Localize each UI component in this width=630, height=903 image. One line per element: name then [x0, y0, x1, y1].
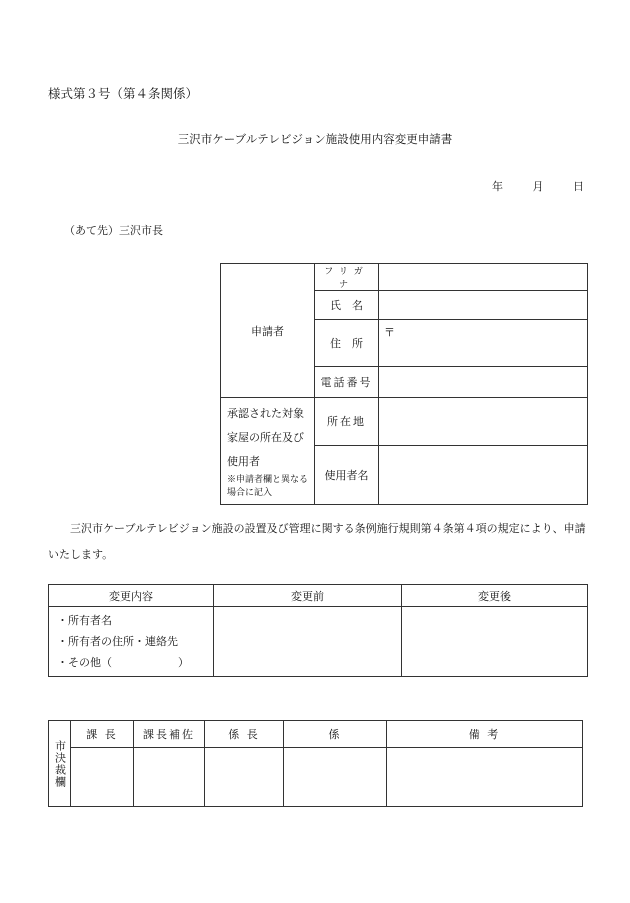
preamble: 三沢市ケーブルテレビジョン施設の設置及び管理に関する条例施行規則第４条第４項の規定により、申請いたします。	[48, 522, 586, 561]
header-section-chief: 課 長	[71, 721, 134, 748]
header-deputy-chief: 課長補佐	[134, 721, 205, 748]
date-year: 年	[492, 180, 503, 193]
name-label: 氏 名	[315, 291, 379, 320]
approval-table	[48, 720, 583, 807]
header-subsection-chief: 係 長	[205, 721, 284, 748]
phone-field[interactable]	[379, 367, 588, 398]
city-approval-label: 市決裁欄	[49, 721, 71, 807]
date-line	[466, 178, 584, 194]
house-label-cell	[221, 398, 315, 505]
change-item-other: ・その他（ ）	[57, 656, 189, 669]
header-change-content: 変更内容	[49, 585, 214, 607]
location-field[interactable]	[379, 398, 588, 446]
postal-mark: 〒	[384, 326, 395, 339]
after-field[interactable]	[402, 607, 588, 677]
header-after: 変更後	[402, 585, 588, 607]
stamp-staff[interactable]	[284, 748, 387, 807]
change-table	[48, 584, 588, 677]
change-items	[49, 607, 214, 677]
stamp-subsection-chief[interactable]	[205, 748, 284, 807]
header-remarks: 備 考	[387, 721, 583, 748]
house-note: ※申請者欄と異なる場合に記入	[227, 475, 309, 498]
addressee: （あて先）三沢市長	[64, 224, 163, 237]
change-item-owner-address: ・所有者の住所・連絡先	[57, 635, 178, 648]
location-label: 所在地	[315, 398, 379, 446]
house-label: 承認された対象家屋の所在及び使用者	[227, 407, 304, 468]
before-field[interactable]	[214, 607, 402, 677]
furigana-label: フリガナ	[315, 264, 379, 291]
address-field[interactable]	[379, 320, 588, 367]
stamp-deputy-chief[interactable]	[134, 748, 205, 807]
user-name-label: 使用者名	[315, 445, 379, 504]
phone-label: 電話番号	[315, 367, 379, 398]
remarks-field[interactable]	[387, 748, 583, 807]
applicant-label: 申請者	[221, 264, 315, 398]
form-number: 様式第３号（第４条関係）	[48, 86, 199, 101]
name-field[interactable]	[379, 291, 588, 320]
change-item-owner-name: ・所有者名	[57, 614, 112, 627]
header-before: 変更前	[214, 585, 402, 607]
furigana-field[interactable]	[379, 264, 588, 291]
header-staff: 係	[284, 721, 387, 748]
address-label: 住 所	[315, 320, 379, 367]
applicant-table	[220, 263, 588, 505]
document-title: 三沢市ケーブルテレビジョン施設使用内容変更申請書	[177, 132, 453, 146]
date-day: 日	[573, 180, 584, 193]
date-month: 月	[532, 180, 544, 193]
user-name-field[interactable]	[379, 445, 588, 504]
stamp-section-chief[interactable]	[71, 748, 134, 807]
